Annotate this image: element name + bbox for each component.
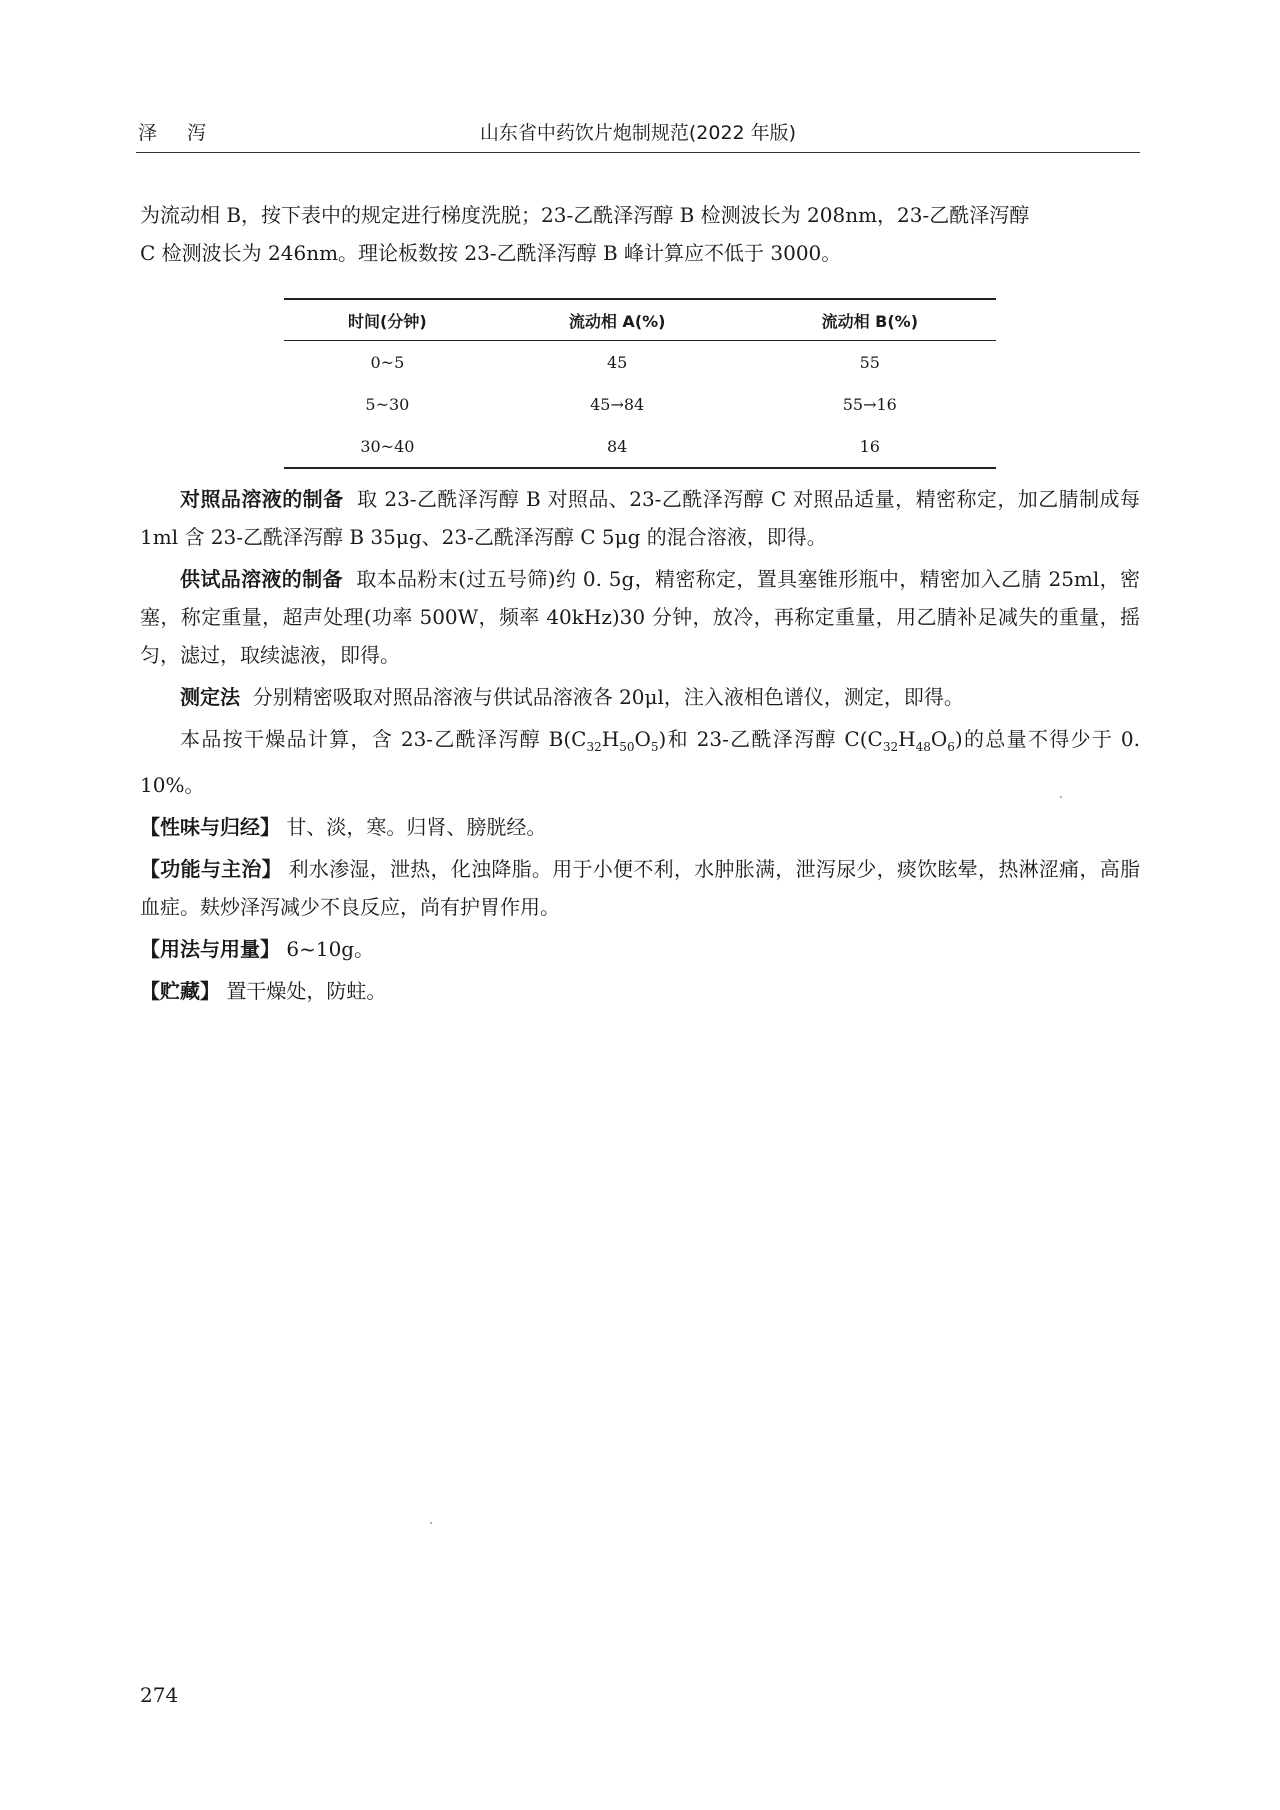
assay-paragraph [140, 678, 1140, 716]
usage-paragraph [140, 930, 1140, 968]
table-row [284, 383, 996, 425]
nature-label: 【性味与归经】 [140, 815, 280, 839]
table-header-row [284, 299, 996, 341]
subscript: 48 [915, 740, 931, 754]
subscript: 50 [619, 740, 635, 754]
table-cell: 30~40 [284, 425, 491, 468]
subscript: 32 [586, 740, 602, 754]
reference-solution-heading: 对照品溶液的制备 [180, 487, 344, 511]
scan-speck [1060, 796, 1062, 798]
reference-solution-text: 取 23-乙酰泽泻醇 B 对照品、23-乙酰泽泻醇 C 对照品适量，精密称定，加乙腈制成每 1ml 含 23-乙酰泽泻醇 B 35μg、23-乙酰泽泻醇 C 5μg 的混合溶液，即得。 [140, 487, 1140, 549]
storage-label: 【贮藏】 [140, 979, 220, 1003]
function-paragraph [140, 850, 1140, 926]
table-cell: 45→84 [590, 394, 645, 414]
subscript: 6 [947, 740, 955, 754]
scan-speck [430, 1522, 432, 1524]
reference-solution-paragraph [140, 480, 1140, 556]
assay-text: 分别精密吸取对照品溶液与供试品溶液各 20μl，注入液相色谱仪，测定，即得。 [252, 685, 964, 709]
assay-heading: 测定法 [180, 685, 240, 709]
function-text: 利水渗湿，泄热，化浊降脂。用于小便不利，水肿胀满，泄泻尿少，痰饮眩晕，热淋涩痛，高脂血症。麸炒泽泻减少不良反应，尚有护胃作用。 [140, 857, 1141, 919]
column-header: 流动相 A(%) [491, 299, 744, 341]
storage-paragraph [140, 972, 1140, 1010]
content-limit-paragraph [140, 720, 1140, 804]
table-row [284, 425, 996, 468]
table-cell: 45 [607, 352, 628, 372]
book-title: 山东省中药饮片炮制规范(2022 年版) [479, 122, 797, 144]
formula-element: H [601, 727, 620, 751]
usage-text: 6~10g。 [286, 937, 375, 961]
formula-element: O [634, 727, 651, 751]
nature-text: 甘、淡，寒。归肾、膀胱经。 [286, 815, 547, 839]
continuation-line-1: 为流动相 B，按下表中的规定进行梯度洗脱；23-乙酰泽泻醇 B 检测波长为 208nm，23-乙酰泽泻醇 [140, 203, 1030, 227]
function-label: 【功能与主治】 [140, 857, 282, 881]
table-cell: 0~5 [370, 352, 405, 372]
content-limit-text: 本品按干燥品计算，含 23-乙酰泽泻醇 B(C [180, 727, 587, 751]
table-cell: 55→16 [842, 394, 897, 414]
formula-element: O [930, 727, 948, 751]
formula-element: H [898, 727, 916, 751]
nature-paragraph [140, 808, 1140, 846]
main-body [140, 480, 1140, 1010]
content-limit-text: )和 23-乙酰泽泻醇 C(C [658, 727, 883, 751]
column-header: 流动相 B(%) [744, 299, 996, 341]
page-header [136, 118, 1140, 153]
usage-label: 【用法与用量】 [140, 937, 280, 961]
table-cell: 16 [744, 425, 996, 468]
table-cell: 84 [491, 425, 744, 468]
column-header: 时间(分钟) [284, 299, 491, 341]
table-cell: 5~30 [365, 394, 410, 414]
content-limit-text: )的总量不得少于 0. 10%。 [140, 727, 1140, 797]
test-solution-text: 取本品粉末(过五号筛)约 0. 5g，精密称定，置具塞锥形瓶中，精密加入乙腈 25ml，密塞，称定重量，超声处理(功率 500W，频率 40kHz)30 分钟，放冷，再称定重量，用乙腈补足减失的重量，摇匀，滤过，取续滤液，即得。 [140, 567, 1141, 667]
subscript: 5 [650, 740, 659, 754]
continuation-line-2: C 检测波长为 246nm。理论板数按 23-乙酰泽泻醇 B 峰计算应不低于 3000。 [140, 241, 842, 265]
section-name: 泽 泻 [138, 122, 219, 144]
subscript: 32 [882, 740, 899, 754]
table-row [284, 341, 996, 384]
test-solution-paragraph [140, 560, 1140, 674]
continuation-paragraph [140, 196, 1140, 272]
storage-text: 置干燥处，防蛀。 [226, 979, 387, 1003]
table-cell: 55 [859, 352, 880, 372]
gradient-table [284, 298, 996, 469]
page-number: 274 [140, 1683, 179, 1707]
test-solution-heading: 供试品溶液的制备 [180, 567, 343, 591]
